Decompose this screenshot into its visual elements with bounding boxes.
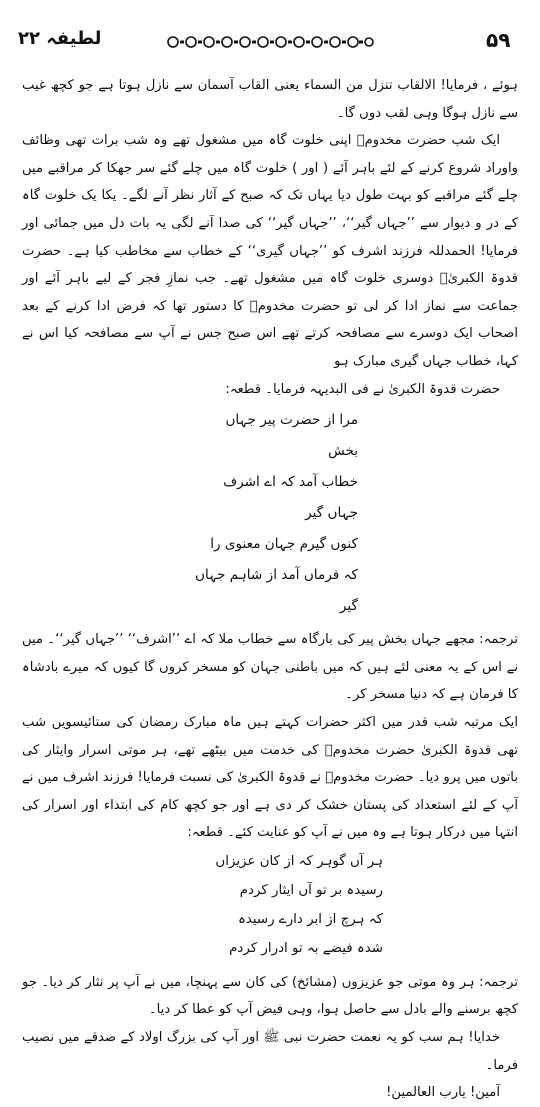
prayer: خدایا! ہم سب کو یہ نعمت حضرت نبی ﷺ اور آپ کی بزرگ اولاد کے صدقے میں نصیب فرما۔ xyxy=(22,1030,518,1073)
running-title: لطیفہ ۲۲ xyxy=(18,28,102,49)
paragraph: حضرت قدوۃ الکبریٰ نے فی البدیہہ فرمایا۔ قطعہ: xyxy=(225,381,500,397)
verse-line: ہر آں گوہر کہ از کان عزیزاں xyxy=(215,853,383,869)
translation: ترجمہ: مجھے جہاں بخش پیر کی بارگاہ سے خطاب ملا کہ اے ’’اشرف‘‘ ’’جہاں گیر‘‘۔ میں نے اس کے یہ معنی لئے ہیں کہ میں باطنی جہان کو مسخر کروں گا کیوں کہ میرے بادشاہ کا فرمان ہے کہ دنیا مسخر کر۔ xyxy=(22,632,518,703)
verse-line: کہ فرماں آمد از شاہم جہاں گیر xyxy=(194,567,358,615)
verse-line: مرا از حضرت پیر جہاں بخش xyxy=(225,412,358,460)
verse-line: کنوں گیرم جہان معنوی را xyxy=(210,536,358,553)
page-number: ۵۹ xyxy=(486,28,511,52)
paragraph: ہوئے ، فرمایا! الالقاب تنزل من السماء یعنی القاب آسمان سے نازل ہوتا ہے جو کچھ غیب سے نازل ہوگا وہی لقب دوں گا۔ xyxy=(22,78,518,121)
paragraph: ایک مرتبہ شب قدر میں اکثر حضرات کہتے ہیں ماہ مبارک رمضان کی ستائیسویں شب تھی قدوۃ الکبریٰ حضرت مخدومؒ کی خدمت میں بیٹھے تھے، ہر موتی اسرار وایثار کی باتوں میں پرو دیا۔ حضرت مخدومؒ نے قدوۃ الکبریٰ کی نسبت فرمایا! فرزند اشرف میں نے آپ کے لئے استعداد کی پستان خشک کر دی ہے اور جو کچھ کام کی ابتداء اور اسرار کی انتہا میں درکار ہوتا ہے وہ میں نے آپ کو عنایت کئے۔ قطعہ: xyxy=(22,714,518,841)
persian-verse xyxy=(172,847,383,963)
verse-line: شدہ فیضے بہ تو ادرار کردم xyxy=(229,940,383,956)
verse-line: رسیدہ بر تو آں ایثار کردم xyxy=(239,882,383,898)
verse-line: کہ ہرچ از ابر دارے رسیدہ xyxy=(237,911,383,927)
page-body xyxy=(22,72,518,1101)
decorative-ornament xyxy=(165,34,375,50)
persian-verse xyxy=(192,405,368,622)
page-header xyxy=(0,28,540,58)
amen-line: آمین! یارب العالمین! xyxy=(386,1085,500,1101)
verse-line: خطاب آمد کہ اے اشرف جہاں گیر xyxy=(223,474,358,522)
paragraph: ایک شب حضرت مخدومؒ اپنی خلوت گاہ میں مشغول تھے وہ شب برات تھی وظائف واوراد شروع کرنے کے لئے باہر آئے ( اور ) خلوت گاہ میں چلے گئے سر جھکا کر مراقبے میں چلے گئے مراقبے کو بہت طول دیا یہاں تک کہ صبح کے آثار نظر آنے لگے۔ یکا یک خلوت گاہ کے در و دیوار سے ’’جہاں گیر‘‘، ’’جہاں گیر‘‘ کی صدا آنے لگی یہ بات دل میں جمائی اور فرمایا! الحمدللہ فرزند اشرف کو ’’جہاں گیری‘‘ کے خطاب سے مخاطب کیا ہے۔ حضرت قدوۃ الکبریٰؒ دوسری خلوت گاہ میں مشغول تھے۔ جب نمازِ فجر کے لیے باہر آئے اور جماعت سے نماز ادا کر لی تو حضرت مخدومؒ کا دستور تھا کہ فرض ادا کرنے کے بعد اصحاب ایک دوسرے سے مصافحہ کرتے تھے اس صبح جس نے آپ سے مصافحہ کیا اس نے کہا، خطاب جہاں گیری مبارک ہو xyxy=(22,133,518,369)
translation: ترجمہ: ہر وہ موتی جو عزیزوں (مشائخ) کی کان سے پہنچا، میں نے آپ پر نثار کر دیا۔ جو کچھ برسنے والے بادل سے حاصل ہوا، وہی فیض آپ کو عطا کر دیا۔ xyxy=(22,974,518,1018)
